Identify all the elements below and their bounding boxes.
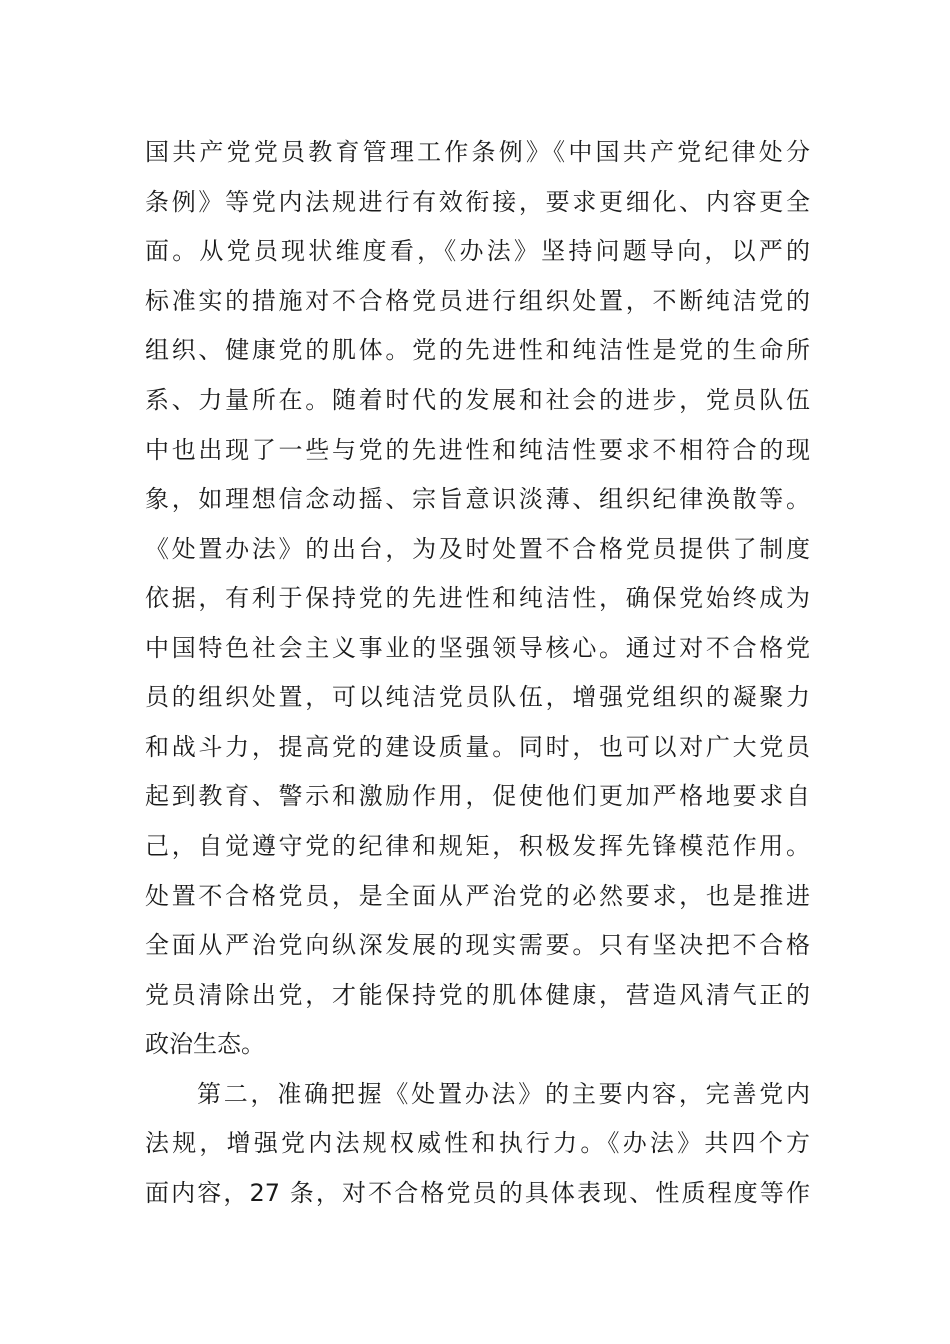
text-line: 《处置办法》的出台，为及时处置不合格党员提供了制度	[145, 535, 810, 563]
text-line: 条例》等党内法规进行有效衔接，要求更细化、内容更全	[145, 188, 810, 216]
text-line: 面内容，27 条，对不合格党员的具体表现、性质程度等作	[145, 1179, 810, 1207]
text-line: 法规，增强党内法规权威性和执行力。《办法》共四个方	[145, 1129, 810, 1157]
text-line-paragraph-end: 政治生态。	[145, 1030, 265, 1058]
text-line: 组织、健康党的肌体。党的先进性和纯洁性是党的生命所	[145, 336, 810, 364]
text-line: 国共产党党员教育管理工作条例》《中国共产党纪律处分	[145, 138, 810, 166]
text-line: 系、力量所在。随着时代的发展和社会的进步，党员队伍	[145, 386, 810, 414]
text-line: 起到教育、警示和激励作用，促使他们更加严格地要求自	[145, 782, 810, 810]
text-line: 中国特色社会主义事业的坚强领导核心。通过对不合格党	[145, 634, 810, 662]
text-line: 己，自觉遵守党的纪律和规矩，积极发挥先锋模范作用。	[145, 832, 810, 860]
text-line-paragraph-start: 第二，准确把握《处置办法》的主要内容，完善党内	[197, 1080, 810, 1108]
text-line: 中也出现了一些与党的先进性和纯洁性要求不相符合的现	[145, 436, 810, 464]
text-line: 面。从党员现状维度看，《办法》坚持问题导向，以严的	[145, 237, 810, 265]
text-line: 象，如理想信念动摇、宗旨意识淡薄、组织纪律涣散等。	[145, 485, 810, 513]
text-line: 处置不合格党员，是全面从严治党的必然要求，也是推进	[145, 882, 810, 910]
text-line: 和战斗力，提高党的建设质量。同时，也可以对广大党员	[145, 733, 810, 761]
text-line: 标准实的措施对不合格党员进行组织处置，不断纯洁党的	[145, 287, 810, 315]
text-line: 依据，有利于保持党的先进性和纯洁性，确保党始终成为	[145, 584, 810, 612]
text-line: 员的组织处置，可以纯洁党员队伍，增强党组织的凝聚力	[145, 683, 810, 711]
text-line: 全面从严治党向纵深发展的现实需要。只有坚决把不合格	[145, 931, 810, 959]
text-line: 党员清除出党，才能保持党的肌体健康，营造风清气正的	[145, 981, 810, 1009]
